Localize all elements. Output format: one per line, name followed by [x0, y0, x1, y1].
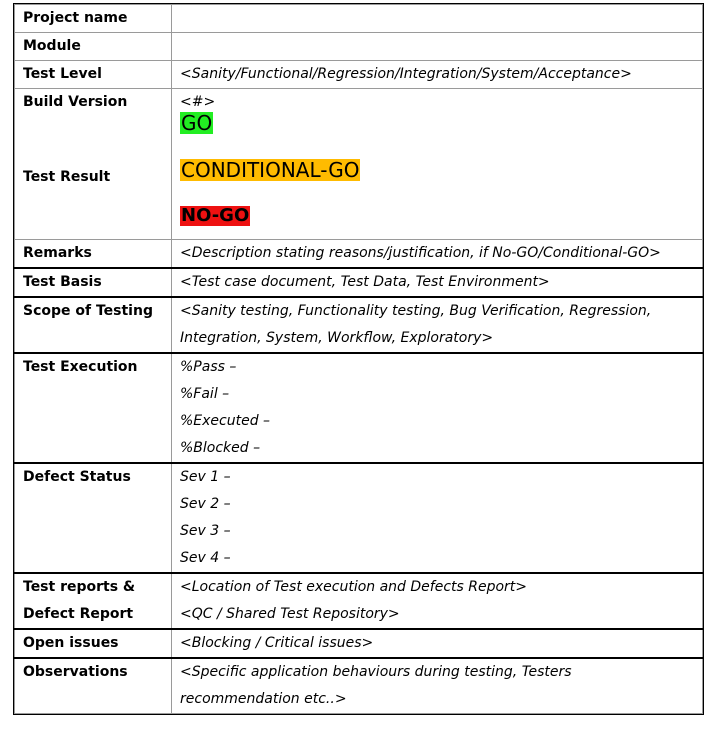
- row-test-reports: [15, 573, 703, 629]
- test-level-value: <Sanity/Functional/Regression/Integration/System/Acceptance>: [172, 61, 703, 89]
- defect-sev-3: Sev 3 –: [180, 523, 231, 539]
- row-test-basis: [15, 268, 703, 297]
- row-test-level: [15, 61, 703, 89]
- defect-status-label: Defect Status: [15, 463, 172, 573]
- build-result-values: [172, 89, 703, 240]
- row-remarks: [15, 240, 703, 269]
- execution-fail: %Fail –: [180, 386, 230, 402]
- scope-line: <Sanity testing, Functionality testing, Bug Verification, Regression,: [180, 303, 652, 319]
- execution-pass: %Pass –: [180, 359, 237, 375]
- observations-line: recommendation etc..>: [180, 691, 347, 707]
- test-basis-label: Test Basis: [15, 268, 172, 297]
- summary-grid: [14, 4, 703, 714]
- observations-value: [172, 658, 703, 714]
- project-name-label: Project name: [15, 5, 172, 33]
- build-version-label: Build Version: [23, 94, 128, 110]
- build-version-value: <#>: [180, 94, 216, 110]
- no-go-badge: NO-GO: [181, 205, 250, 226]
- row-observations: [15, 658, 703, 714]
- row-build-result: [15, 89, 703, 240]
- test-reports-label-line: Test reports &: [23, 579, 136, 595]
- observations-line: <Specific application behaviours during testing, Testers: [180, 664, 572, 680]
- test-reports-value: [172, 573, 703, 629]
- test-reports-location: <Location of Test execution and Defects Report>: [180, 579, 528, 595]
- scope-value: [172, 297, 703, 353]
- scope-line: Integration, System, Workflow, Exploratory>: [180, 330, 494, 346]
- test-execution-label: Test Execution: [15, 353, 172, 463]
- go-badge: GO: [181, 111, 213, 135]
- defect-sev-4: Sev 4 –: [180, 550, 231, 566]
- row-module: [15, 33, 703, 61]
- row-project-name: [15, 5, 703, 33]
- test-summary-table: [13, 3, 704, 715]
- observations-label: Observations: [15, 658, 172, 714]
- row-test-execution: [15, 353, 703, 463]
- test-basis-value: <Test case document, Test Data, Test Environment>: [172, 268, 703, 297]
- test-level-label: Test Level: [15, 61, 172, 89]
- test-reports-label: [15, 573, 172, 629]
- execution-executed: %Executed –: [180, 413, 271, 429]
- remarks-label: Remarks: [15, 240, 172, 269]
- test-reports-repository: <QC / Shared Test Repository>: [180, 606, 400, 622]
- row-defect-status: [15, 463, 703, 573]
- execution-blocked: %Blocked –: [180, 440, 261, 456]
- module-label: Module: [15, 33, 172, 61]
- defect-sev-1: Sev 1 –: [180, 469, 231, 485]
- row-scope-of-testing: [15, 297, 703, 353]
- conditional-go-badge: CONDITIONAL-GO: [181, 158, 360, 182]
- open-issues-label: Open issues: [15, 629, 172, 658]
- test-reports-label-line: Defect Report: [23, 606, 134, 622]
- defect-sev-2: Sev 2 –: [180, 496, 231, 512]
- project-name-value: [172, 5, 703, 33]
- row-open-issues: [15, 629, 703, 658]
- scope-label: Scope of Testing: [15, 297, 172, 353]
- defect-status-value: [172, 463, 703, 573]
- build-result-labels: [15, 89, 172, 240]
- remarks-value: <Description stating reasons/justification, if No-GO/Conditional-GO>: [172, 240, 703, 269]
- open-issues-value: <Blocking / Critical issues>: [172, 629, 703, 658]
- module-value: [172, 33, 703, 61]
- test-result-label: Test Result: [23, 169, 111, 185]
- test-execution-value: [172, 353, 703, 463]
